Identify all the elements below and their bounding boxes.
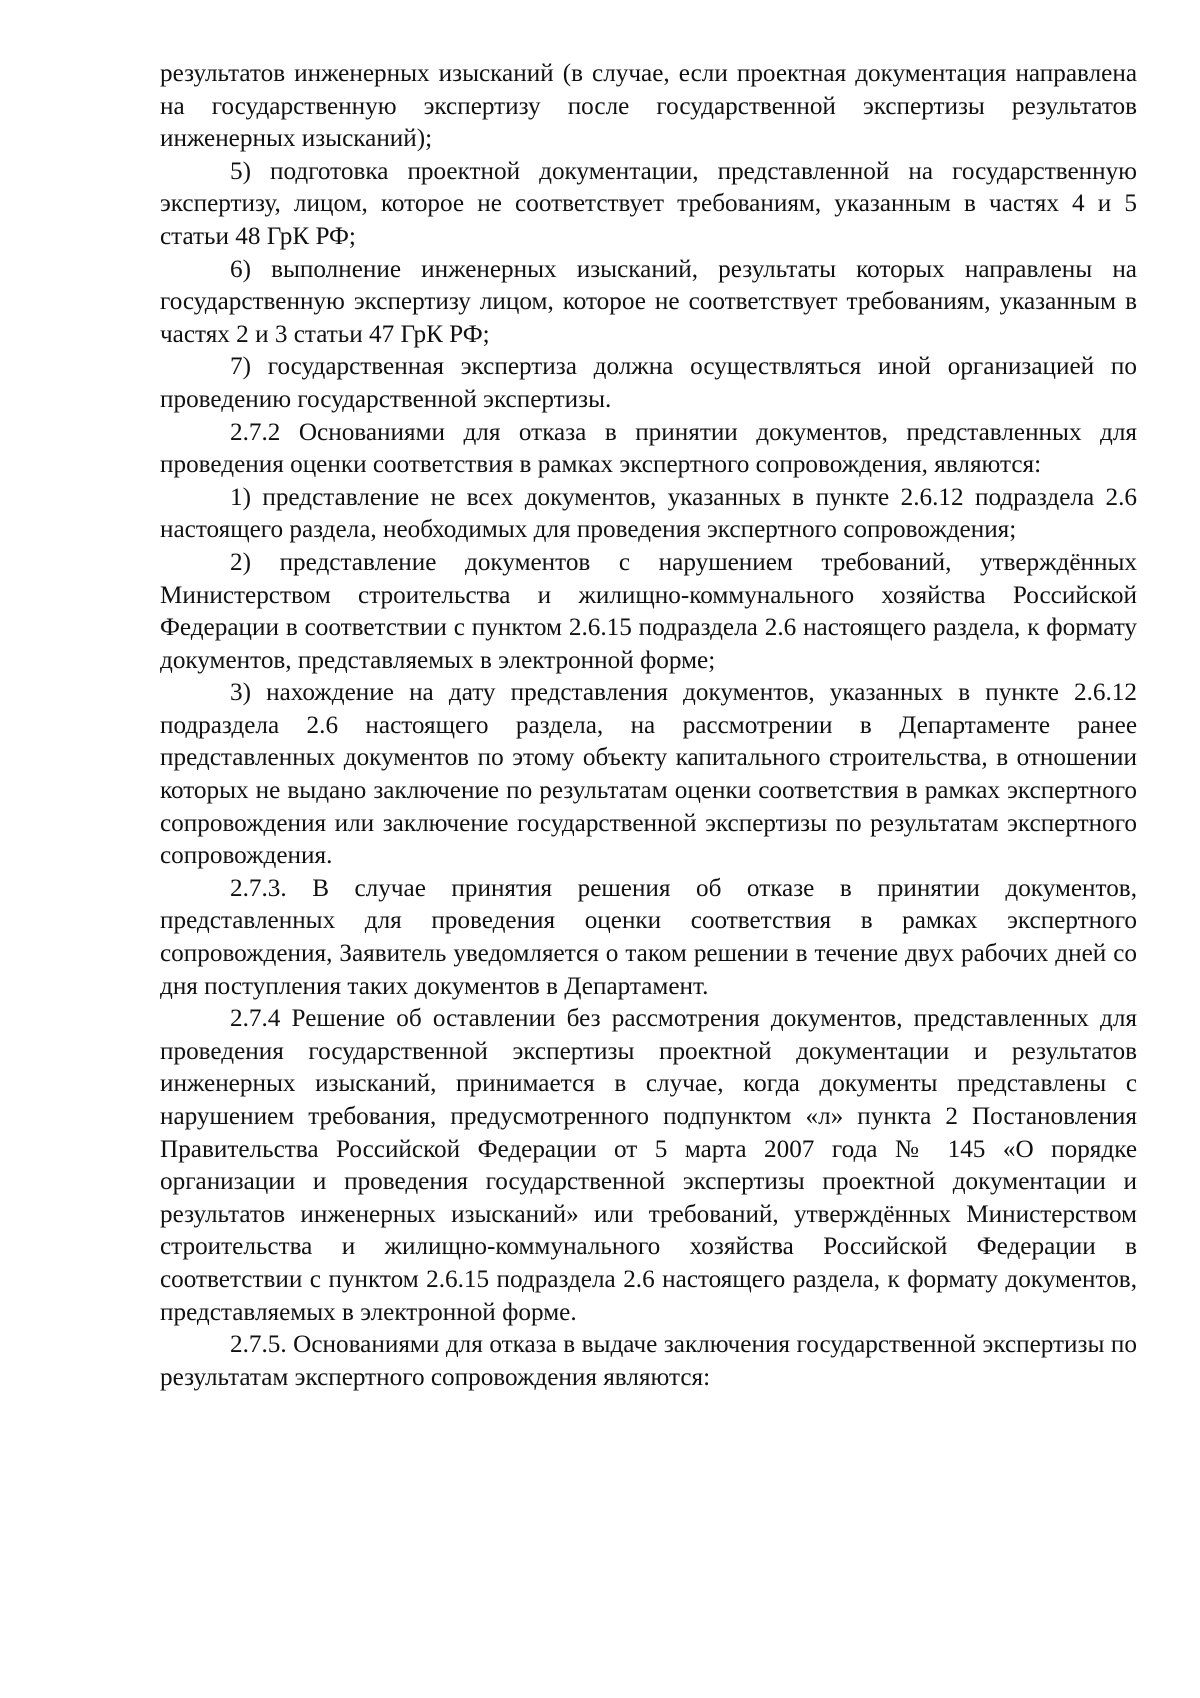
clause-2-7-4: 2.7.4 Решение об оставлении без рассмотрения документов, представленных для проведения государственной экспертизы проектной документации и результатов инженерных изысканий, принимается в случае, когда документы представлены с нарушением требования, предусмотренного подпунктом «л» пункта 2 Постановления Правительства Российской Федерации от 5 марта 2007 года № 145 «О порядке организации и проведения государственной экспертизы проектной документации и результатов инженерных изысканий» или требований, утверждённых Министерством строительства и жилищно-коммунального хозяйства Российской Федерации в соответствии с пунктом 2.6.15 подраздела 2.6 настоящего раздела, к формату документов, представляемых в электронной форме. bbox=[160, 1005, 1137, 1326]
clause-2-7-3: 2.7.3. В случае принятия решения об отказе в принятии документов, представленных для проведения оценки соответствия в рамках экспертного сопровождения, Заявитель уведомляется о таком решении в течение двух рабочих дней со дня поступления таких документов в Департамент. bbox=[160, 874, 1137, 1000]
clause-2-7-2-item-2: 2) представление документов с нарушением требований, утверждённых Министерством строительства и жилищно-коммунального хозяйства Российской Федерации в соответствии с пунктом 2.6.15 подраздела 2.6 настоящего раздела, к формату документов, представляемых в электронной форме; bbox=[160, 548, 1137, 674]
paragraph-continuation-engineering-surveys: результатов инженерных изысканий (в случае, если проектная документация направлена на государственную экспертизу после государственной экспертизы результатов инженерных изысканий); bbox=[160, 60, 1137, 153]
list-item-6: 6) выполнение инженерных изысканий, результаты которых направлены на государственную экспертизу лицом, которое не соответствует требованиям, указанным в частях 2 и 3 статьи 47 ГрК РФ; bbox=[160, 255, 1137, 348]
clause-2-7-2: 2.7.2 Основаниями для отказа в принятии документов, представленных для проведения оценки соответствия в рамках экспертного сопровождения, являются: bbox=[160, 418, 1137, 479]
clause-2-7-2-item-3: 3) нахождение на дату представления документов, указанных в пункте 2.6.12 подраздела 2.6 настоящего раздела, на рассмотрении в Департаменте ранее представленных документов по этому объекту капитального строительства, в отношении которых не выдано заключение по результатам оценки соответствия в рамках экспертного сопровождения или заключение государственной экспертизы по результатам экспертного сопровождения. bbox=[160, 679, 1137, 870]
clause-2-7-2-item-1: 1) представление не всех документов, указанных в пункте 2.6.12 подраздела 2.6 настоящего раздела, необходимых для проведения экспертного сопровождения; bbox=[160, 483, 1137, 544]
list-item-7: 7) государственная экспертиза должна осуществляться иной организацией по проведению государственной экспертизы. bbox=[160, 353, 1137, 413]
document-page bbox=[160, 58, 1137, 1394]
list-item-5: 5) подготовка проектной документации, представленной на государственную экспертизу, лицом, которое не соответствует требованиям, указанным в частях 4 и 5 статьи 48 ГрК РФ; bbox=[160, 157, 1137, 250]
clause-2-7-5: 2.7.5. Основаниями для отказа в выдаче заключения государственной экспертизы по результатам экспертного сопровождения являются: bbox=[160, 1331, 1137, 1391]
